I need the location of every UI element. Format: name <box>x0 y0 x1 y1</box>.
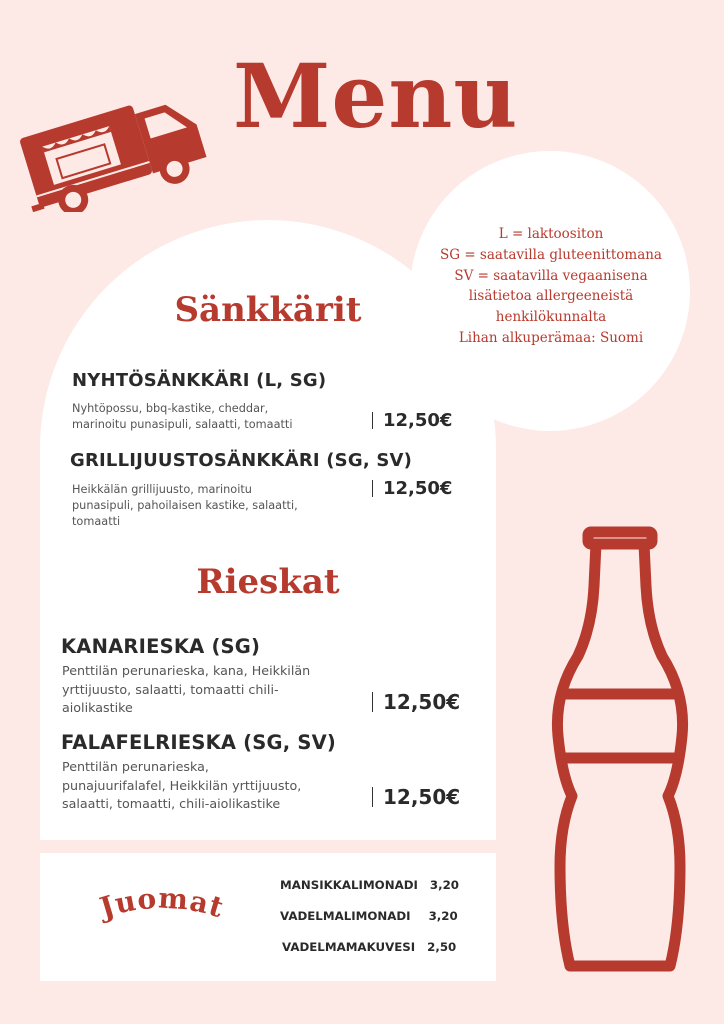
drink-price: 3,20 <box>428 909 458 923</box>
menu-item-price: 12,50€ <box>372 692 460 712</box>
description-line: tomaatti <box>72 515 121 528</box>
food-truck-icon <box>14 72 210 216</box>
legend-line: SV = saatavilla vegaanisena <box>454 267 648 284</box>
drink-item <box>280 878 459 892</box>
legend-line: SG = saatavilla gluteenittomana <box>440 246 662 263</box>
description-line: yrttijuusto, salaatti, tomaatti chili- <box>62 681 279 697</box>
legend-line: L = laktoositon <box>498 226 604 242</box>
drink-price: 2,50 <box>427 940 457 954</box>
description-line: salaatti, tomaatti, chili-aiolikastike <box>62 796 281 811</box>
svg-text:Juomat <box>93 881 228 925</box>
legend-line: Lihan alkuperämaa: Suomi <box>458 329 644 346</box>
menu-item-name: GRILLIJUUSTOSÄNKKÄRI (SG, SV) <box>70 450 413 471</box>
juomat-title-text: Juomat <box>96 881 228 925</box>
menu-item-description <box>72 482 298 530</box>
menu-item-name: FALAFELRIESKA (SG, SV) <box>61 731 336 754</box>
menu-item-price: 12,50€ <box>372 787 460 807</box>
section-title-juomat <box>84 871 244 945</box>
menu-item-name: KANARIESKA (SG) <box>61 635 261 658</box>
section-title-rieskat: Rieskat <box>196 562 340 602</box>
drink-price: 3,20 <box>429 878 460 892</box>
description-line: punasipuli, pahoilaisen kastike, salaatti, <box>72 499 298 512</box>
description-line: Penttilän perunarieska, kana, Heikkilän <box>62 663 311 678</box>
legend-line: henkilökunnalta <box>495 309 607 326</box>
drink-name: VADELMALIMONADI <box>280 909 411 923</box>
drink-item <box>280 909 458 923</box>
page-title: Menu <box>233 44 519 148</box>
description-line: marinoitu punasipuli, salaatti, tomaatti <box>72 418 293 431</box>
description-line: Nyhtöpossu, bbq-kastike, cheddar, <box>72 402 269 415</box>
menu-item-price: 12,50€ <box>372 412 452 429</box>
description-line: Heikkälän grillijuusto, marinoitu <box>72 483 252 496</box>
section-title-sankkarit: Sänkkärit <box>174 290 362 330</box>
drink-name: MANSIKKALIMONADI <box>280 878 418 892</box>
menu-item-description <box>72 401 293 433</box>
menu-item-description <box>62 662 310 718</box>
description-line: aiolikastike <box>62 700 133 715</box>
description-line: Penttilän perunarieska, <box>62 759 209 774</box>
allergen-legend <box>420 224 682 349</box>
legend-line: lisätietoa allergeeneistä <box>468 288 634 305</box>
menu-item-name: NYHTÖSÄNKKÄRI (L, SG) <box>72 370 327 391</box>
drink-item <box>282 940 456 954</box>
description-line: punajuurifalafel, Heikkilän yrttijuusto, <box>62 777 302 793</box>
soda-bottle-icon <box>548 526 692 988</box>
menu-item-price: 12,50€ <box>372 480 452 497</box>
drink-name: VADELMAMAKUVESI <box>282 940 416 954</box>
menu-item-description <box>62 758 301 814</box>
